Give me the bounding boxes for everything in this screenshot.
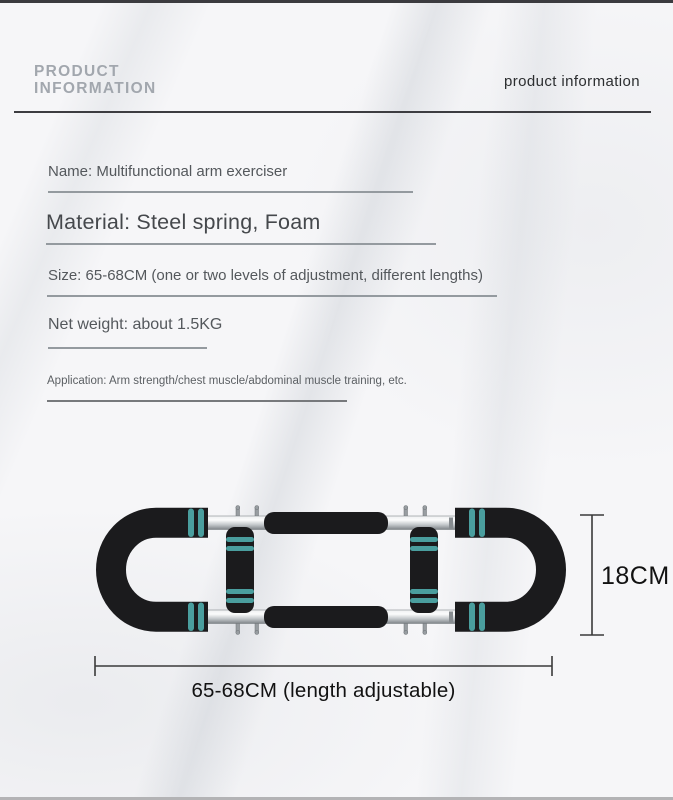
- spec-size: Size: 65-68CM (one or two levels of adjustment, different lengths): [48, 267, 483, 284]
- width-dimension-label: 65-68CM (length adjustable): [191, 679, 456, 702]
- spec-net-weight: Net weight: about 1.5KG: [48, 316, 223, 333]
- height-dimension-label: 18CM: [601, 562, 670, 590]
- bar-collar: [449, 612, 453, 623]
- left-u-handle: [111, 523, 208, 617]
- header-subtitle: product information: [503, 73, 640, 90]
- spec-name: Name: Multifunctional arm exerciser: [48, 163, 288, 180]
- spec-material: Material: Steel spring, Foam: [46, 210, 321, 234]
- roller-accent-rings: [226, 537, 438, 603]
- spec-application: Application: Arm strength/chest muscle/abdominal muscle training, etc.: [47, 375, 407, 387]
- page-title-line2: INFORMATION: [34, 80, 157, 97]
- width-dimension-line: [95, 656, 552, 676]
- top-center-foam-sleeve: [264, 512, 388, 534]
- bar-collar: [449, 518, 453, 529]
- page-title-line1: PRODUCT: [34, 63, 120, 80]
- right-u-handle: [455, 523, 551, 617]
- bottom-center-foam-sleeve: [264, 606, 388, 628]
